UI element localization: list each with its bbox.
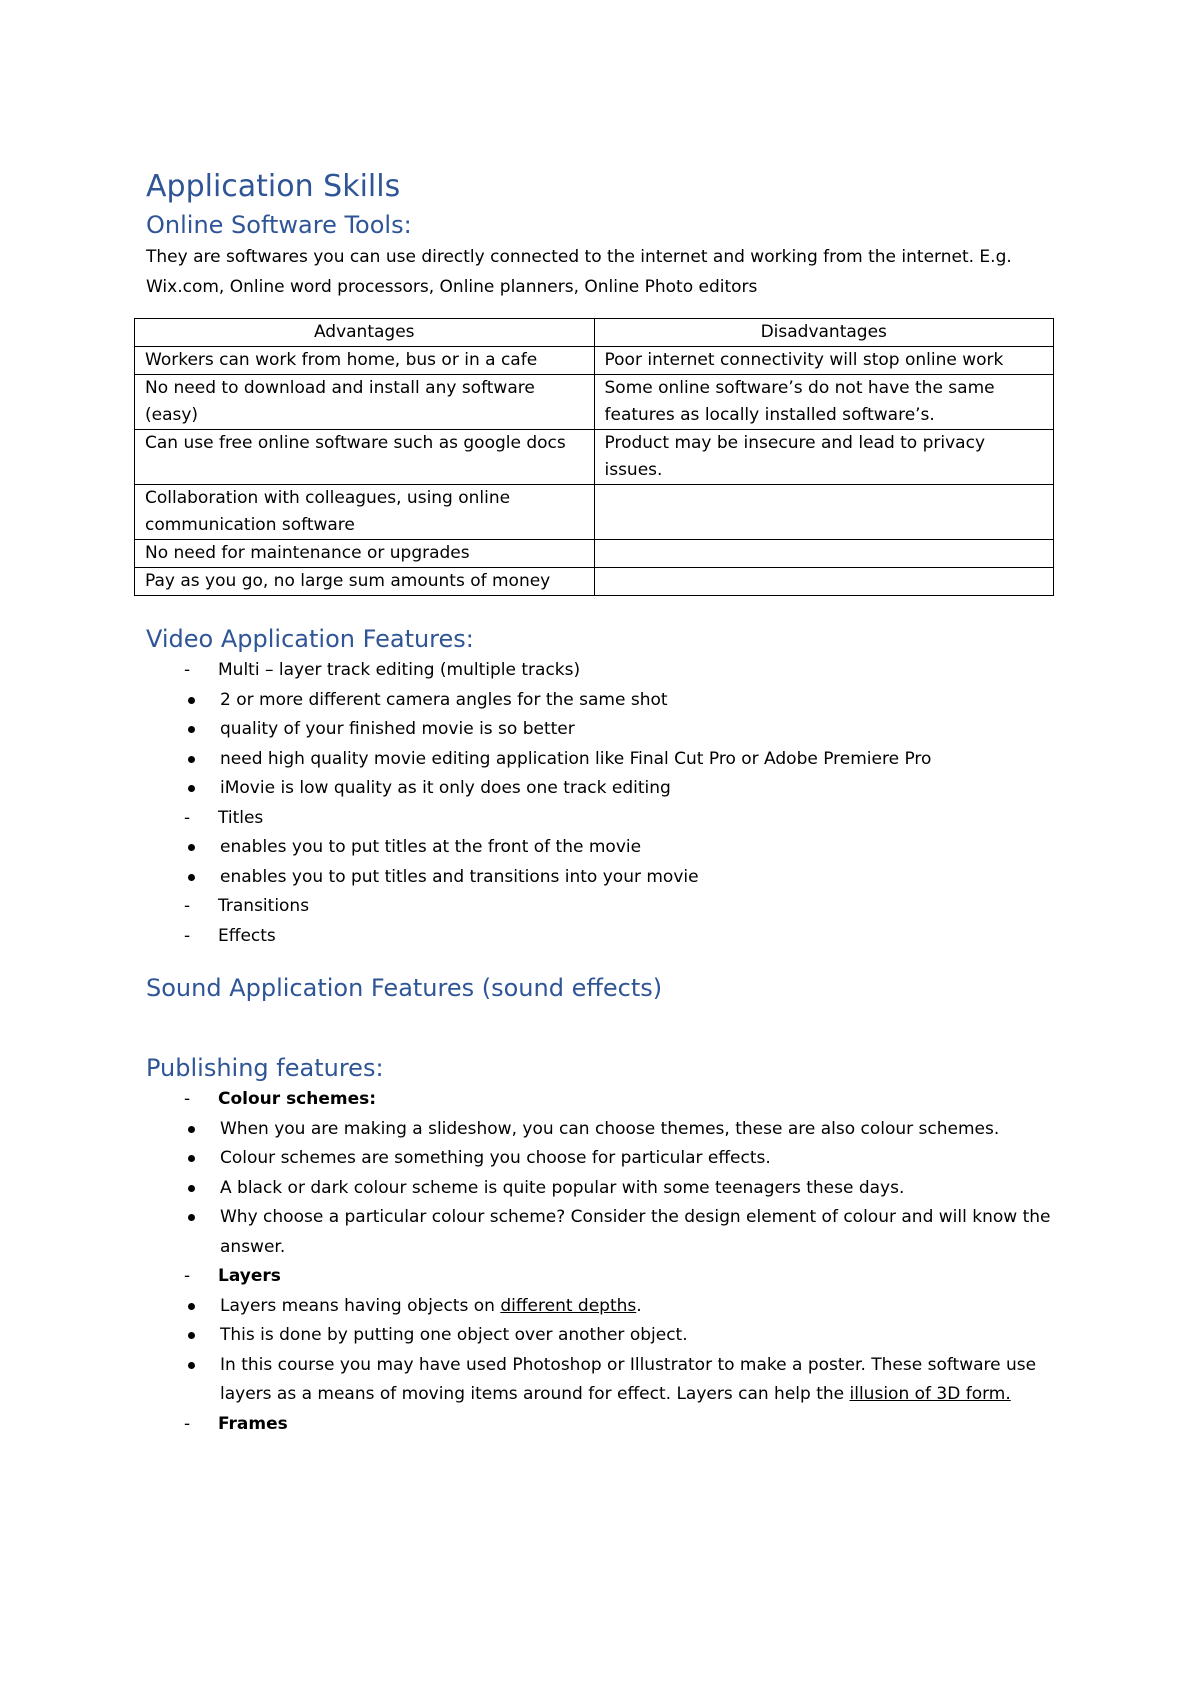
list-item [146,804,1066,834]
bullet-item [146,863,1066,893]
table-cell [594,485,1054,540]
colour-schemes-bullets [146,1115,1066,1263]
table-row [135,540,1054,568]
list-item-label: Transitions [218,896,310,916]
video-features-heading: Video Application Features: [146,625,474,653]
bullet-text: need high quality movie editing application like Final Cut Pro or Adobe Premiere Pro [220,748,932,769]
bullet-item [146,745,1066,775]
dash-marker: - [184,660,191,680]
layers-bullets [146,1292,1066,1410]
list-item [146,1262,1066,1292]
titles-bullets [146,833,1066,892]
list-item [146,892,1066,922]
bullet-text: 2 or more different camera angles for the same shot [220,689,668,710]
bullet-item [146,1115,1066,1145]
video-features-list-cont [146,804,1066,834]
dash-marker: - [184,925,191,946]
bullet-text: quality of your finished movie is so better [220,719,575,739]
dash-marker: - [184,1413,191,1434]
bullet-item [146,1321,1066,1351]
list-item-label: Layers [218,1266,281,1286]
bullet-item [146,1292,1066,1322]
table-header-row [135,319,1054,347]
multi-layer-bullets [146,686,1066,804]
advantages-table [134,318,1054,596]
bullet-text: In this course you may have used Photoshop or Illustrator to make a poster. These software use layers as a means of moving items around for effect. Layers can help the [220,1354,1037,1404]
bullet-text: . [636,1295,642,1316]
bullet-dot-icon [188,844,195,851]
table-cell: Can use free online software such as google docs [135,430,595,485]
table-cell: Pay as you go, no large sum amounts of money [135,568,595,596]
online-tools-intro: They are softwares you can use directly connected to the internet and working from the internet. E.g. Wix.com, Online word processors, Online planners, Online Photo editors [146,247,1012,297]
sound-features-heading: Sound Application Features (sound effects) [146,974,663,1002]
header-advantages: Advantages [135,319,595,347]
dash-marker: - [184,1089,191,1109]
header-disadvantages: Disadvantages [594,319,1054,347]
bullet-dot-icon [188,874,195,881]
table-cell: Poor internet connectivity will stop online work [594,347,1054,375]
list-item [146,922,1066,952]
bullet-dot-icon [188,1362,195,1369]
bullet-item [146,1203,1066,1262]
document-title: Application Skills [146,169,401,204]
bullet-text: Colour schemes are something you choose for particular effects. [220,1148,771,1168]
bullet-dot-icon [188,726,195,733]
table-cell: Workers can work from home, bus or in a cafe [135,347,595,375]
bullet-text: enables you to put titles at the front of the movie [220,837,642,857]
different-depths-link: different depths [500,1295,637,1316]
table-cell [594,568,1054,596]
bullet-item [146,686,1066,716]
bullet-text: When you are making a slideshow, you can choose themes, these are also colour schemes. [220,1118,1000,1139]
publishing-features-list-end [146,1410,1066,1440]
list-item-label: Colour schemes: [218,1089,377,1109]
bullet-item [146,715,1066,745]
bullet-text: Why choose a particular colour scheme? Consider the design element of colour and will know the answer. [220,1207,1051,1257]
bullet-item [146,1144,1066,1174]
bullet-item [146,1174,1066,1204]
video-features-list-end [146,892,1066,951]
list-item [146,1410,1066,1440]
bullet-dot-icon [188,697,195,704]
table-cell: No need for maintenance or upgrades [135,540,595,568]
bullet-dot-icon [188,1303,195,1310]
bullet-text: iMovie is low quality as it only does one track editing [220,778,671,798]
bullet-text: Layers means having objects on [220,1295,501,1316]
table-cell: No need to download and install any software (easy) [135,375,595,430]
table-row [135,430,1054,485]
video-features-list [146,656,1066,686]
publishing-features-heading: Publishing features: [146,1054,384,1082]
bullet-dot-icon [188,756,195,763]
list-item [146,1085,1066,1115]
illusion-3d-form-link: illusion of 3D form. [849,1384,1011,1404]
publishing-features-list [146,1085,1066,1115]
bullet-text: enables you to put titles and transitions into your movie [220,866,699,887]
bullet-dot-icon [188,1332,195,1339]
dash-marker: - [184,1266,191,1286]
table-row [135,347,1054,375]
bullet-dot-icon [188,1185,195,1192]
bullet-dot-icon [188,785,195,792]
table-cell: Some online software’s do not have the same features as locally installed software’s. [594,375,1054,430]
table-cell: Product may be insecure and lead to privacy issues. [594,430,1054,485]
bullet-text: This is done by putting one object over another object. [220,1325,688,1345]
bullet-text: A black or dark colour scheme is quite popular with some teenagers these days. [220,1177,905,1198]
bullet-dot-icon [188,1214,195,1221]
publishing-features-list-cont [146,1262,1066,1292]
table-cell [594,540,1054,568]
bullet-dot-icon [188,1126,195,1133]
dash-marker: - [184,896,191,916]
list-item-label: Multi – layer track editing (multiple tracks) [218,660,581,680]
table-row [135,485,1054,540]
online-tools-heading: Online Software Tools: [146,211,412,239]
list-item-label: Titles [218,807,264,828]
list-item-label: Effects [218,925,276,946]
table-cell: Collaboration with colleagues, using online communication software [135,485,595,540]
document-page [146,168,1066,1439]
table-row [135,568,1054,596]
list-item [146,656,1066,686]
bullet-item [146,833,1066,863]
bullet-item [146,1351,1066,1410]
bullet-item [146,774,1066,804]
list-item-label: Frames [218,1413,288,1434]
dash-marker: - [184,807,191,828]
table-row [135,375,1054,430]
bullet-dot-icon [188,1155,195,1162]
